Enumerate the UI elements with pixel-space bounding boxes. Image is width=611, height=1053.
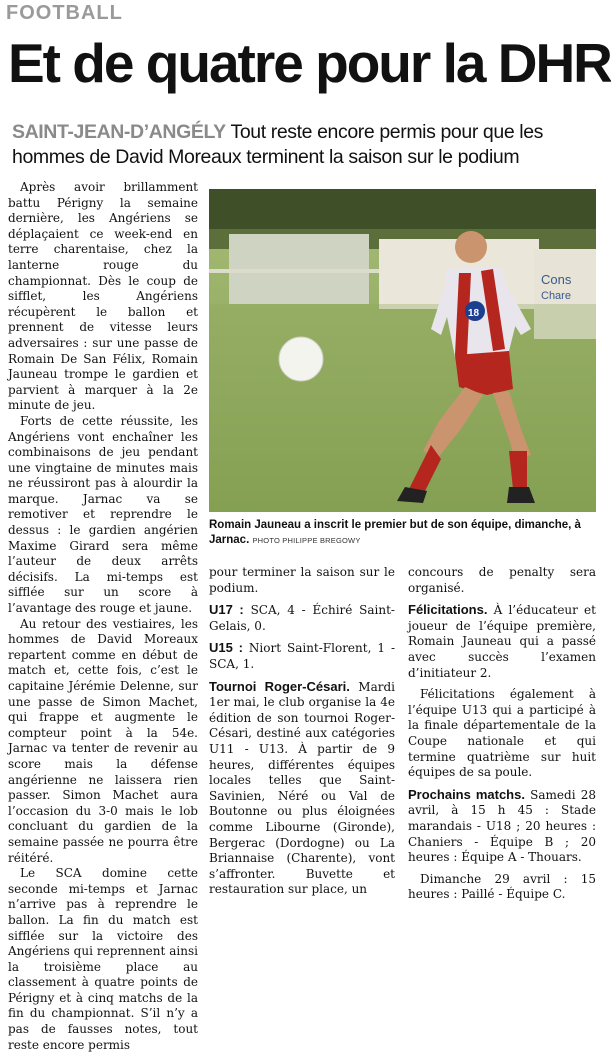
article-column-1 — [8, 180, 198, 1053]
prochains-paragraph — [408, 787, 596, 866]
shirt-number: 18 — [468, 308, 480, 319]
paragraph: Félicitations également à l’équipe U13 qui a participé à la finale départementale de la Coupe nationale et qui termine quatrième sur huit équipes de sa poule. — [408, 687, 596, 780]
paragraph: Au retour des vestiaires, les hommes de David Moreaux repartent comme en début de match et, cette fois, c’est le capitaine Jérémie Delenne, sur une passe de Simon Machet, qui frappe et augmente le compteur point à la 54e. Jarnac va tenter de revenir au score mais la défense angérienne ne laissera rien passer. Simon Machet aura l’occasion du 3-0 mais le lob concluant du gardien de la semaine passée ne pourra être réitéré. — [8, 616, 198, 865]
felicitations-paragraph — [408, 602, 596, 681]
section-rubric: FOOTBALL — [6, 2, 123, 24]
caption-text: Romain Jauneau a inscrit le premier but de son équipe, dimanche, à Jarnac. — [209, 519, 581, 546]
dateline-place: SAINT-JEAN-D’ANGÉLY — [12, 121, 226, 143]
article-column-3 — [408, 565, 596, 909]
paragraph: Le SCA domine cette seconde mi-temps et Jarnac n’arrive pas à reprendre le ballon. La fin du match est sifflée sur la victoire des Angériens qui reprennent ainsi la troisième place au classement à quatre points de Périgny et à cinq matchs de la fin du championnat. S’il n’y a pas de fausses notes, tout reste encore permis — [8, 866, 198, 1052]
paragraph: Forts de cette réussite, les Angériens vont enchaîner les combinaisons de jeu pendant une vingtaine de minutes mais ne réussiront pas à alourdir la marque. Jarnac va se remotiver et reprendre le dessus : le gardien angérien Maxime Girard sera même l’auteur de deux arrêts décisifs. La mi-temps est sifflée sur un score à l’avantage des rouge et jaune. — [8, 413, 198, 616]
article-column-2 — [209, 565, 395, 904]
football-player-illustration — [209, 189, 596, 512]
paragraph: concours de penalty sera organisé. — [408, 565, 596, 595]
subhead: Tournoi Roger-Césari. — [209, 678, 350, 694]
paragraph-text: Mardi 1er mai, le club organise la 4e édition de son tournoi Roger-Césari, destiné aux catégories U11 - U13. À partir de 9 heures, différentes équipes locales telles que Saint-Savinien, Néré ou Val de Boutonne ou plus éloignées comme Libourne (Gironde), Bergerac (Dordogne) ou La Briannaise (Charente), vont s’affronter. Buvette et restauration sur place, un — [209, 679, 395, 897]
paragraph-text: Samedi 28 avril, à 15 h 45 : Stade marandais - U18 ; 20 heures : Chaniers - Équipe B ; 20 heures : Équipe A - Thouars. — [408, 787, 596, 865]
result-u15 — [209, 640, 395, 672]
paragraph: Après avoir brillamment battu Périgny la semaine dernière, les Angériens se déplaçaient ce week-end en terre charentaise, chez la lanterne rouge du championnat. Dès le coup de sifflet, les Angériens récupèrent le ballon et prennent de vitesse leurs adversaires : sur une passe de Romain De San Félix, Romain Jauneau trompe le gardien et parvient à marquer à la 2e minute de jeu. — [8, 180, 198, 413]
subhead: Prochains matchs. — [408, 786, 525, 802]
result-text: SCA, 4 - Échiré Saint-Gelais, 0. — [209, 603, 395, 633]
photo-caption — [209, 518, 596, 548]
deck-text: Tout reste encore permis pour que les hommes de David Moreaux terminent la saison sur le podium — [12, 121, 544, 168]
paragraph: pour terminer la saison sur le podium. — [209, 565, 395, 595]
sponsor-sign-text: Chare — [541, 290, 571, 302]
paragraph-text: À l’éducateur et joueur de l’équipe première, Romain Jauneau qui a passé avec succès l’examen d’initiateur 2. — [408, 603, 596, 680]
subhead: U17 : — [209, 602, 244, 618]
result-text: Niort Saint-Florent, 1 - SCA, 1. — [209, 641, 395, 671]
sponsor-sign-text: Cons — [541, 272, 572, 287]
headline: Et de quatre pour la DHR — [8, 32, 611, 94]
match-photo — [209, 189, 596, 512]
deck — [12, 120, 596, 170]
tournoi-paragraph — [209, 679, 395, 898]
subhead: Félicitations. — [408, 602, 488, 618]
result-u17 — [209, 602, 395, 634]
subhead: U15 : — [209, 640, 243, 656]
paragraph: Dimanche 29 avril : 15 heures : Paillé - Équipe C. — [408, 871, 596, 902]
photo-credit: PHOTO PHILIPPE BREGOWY — [252, 536, 361, 545]
ball — [279, 337, 323, 381]
